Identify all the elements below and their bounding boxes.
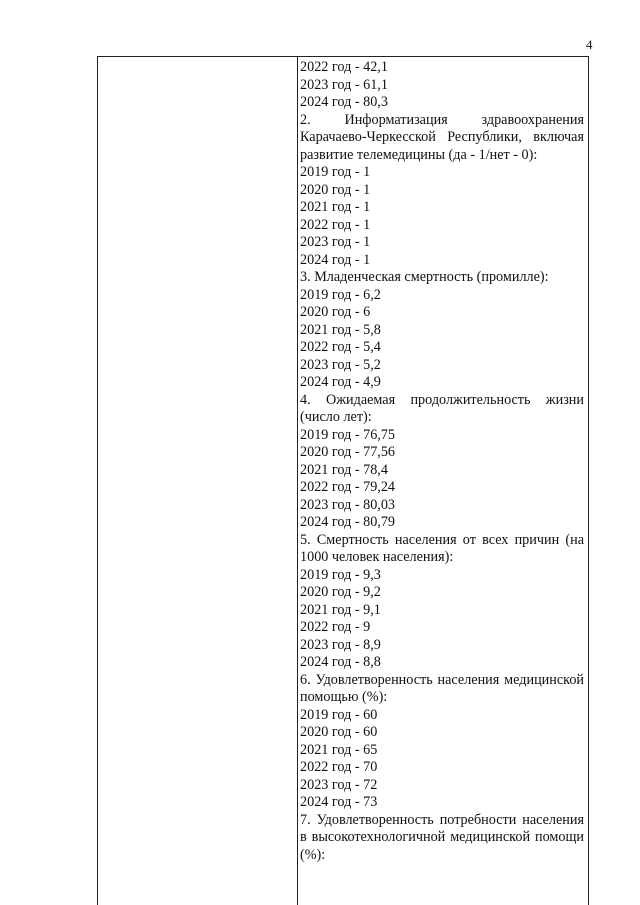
year-value-line: 2023 год - 8,9 [300, 636, 381, 653]
year-value-line: 2022 год - 5,4 [300, 339, 381, 355]
year-value-line: 2024 год - 80,79 [300, 514, 396, 530]
year-value-line: 2021 год - 9,1 [300, 601, 381, 618]
year-value-line: 2020 год - 1 [300, 181, 371, 198]
indicator-heading-6: 6. Удовлетворенность населения медицинской помощью (%): [300, 671, 584, 705]
indicators-cell [300, 59, 584, 864]
year-value-line: 2023 год - 5,2 [300, 356, 381, 373]
document-table [97, 56, 589, 905]
year-value-line: 2019 год - 6,2 [300, 286, 381, 303]
year-value-line: 2020 год - 6 [300, 304, 371, 320]
year-value-line: 2019 год - 1 [300, 164, 371, 180]
year-value-line: 2021 год - 1 [300, 199, 371, 215]
year-value-line: 2023 год - 1 [300, 234, 371, 250]
year-value-line: 2020 год - 9,2 [300, 584, 381, 600]
year-value-line: 2022 год - 9 [300, 619, 371, 635]
year-value-line: 2022 год - 79,24 [300, 479, 396, 495]
indicator-heading-7: 7. Удовлетворенность потребности населения в высокотехнологичной медицинской помощи (%): [300, 811, 584, 863]
year-value-line: 2023 год - 61,1 [300, 76, 388, 93]
year-value-line: 2022 год - 1 [300, 216, 371, 233]
year-value-line: 2023 год - 72 [300, 776, 378, 793]
year-value-line: 2021 год - 5,8 [300, 321, 381, 338]
year-value-line: 2024 год - 73 [300, 794, 378, 810]
indicator-heading-5: 5. Смертность населения от всех причин (на 1000 человек населения): [300, 531, 584, 565]
year-value-line: 2024 год - 4,9 [300, 374, 381, 390]
indicator-heading-2: 2. Информатизация здравоохранения Карачаево-Черкесской Республики, включая развитие телемедицины (да - 1/нет - 0): [300, 111, 584, 163]
year-value-line: 2024 год - 80,3 [300, 94, 388, 110]
year-value-line: 2022 год - 70 [300, 759, 378, 775]
year-value-line: 2024 год - 8,8 [300, 654, 381, 670]
year-value-line: 2020 год - 60 [300, 724, 378, 740]
indicator-heading-4: 4. Ожидаемая продолжительность жизни (число лет): [300, 391, 584, 425]
year-value-line: 2019 год - 76,75 [300, 426, 396, 443]
indicator-heading-3: 3. Младенческая смертность (промилле): [300, 269, 549, 285]
year-value-line: 2020 год - 77,56 [300, 444, 396, 460]
year-value-line: 2023 год - 80,03 [300, 496, 396, 513]
year-value-line: 2021 год - 78,4 [300, 461, 388, 478]
year-value-line: 2019 год - 9,3 [300, 566, 381, 583]
year-value-line: 2024 год - 1 [300, 251, 371, 268]
year-value-line: 2019 год - 60 [300, 706, 378, 723]
year-value-line: 2022 год - 42,1 [300, 59, 388, 75]
year-value-line: 2021 год - 65 [300, 741, 378, 758]
column-divider [297, 57, 298, 905]
page-number: 4 [586, 37, 593, 52]
